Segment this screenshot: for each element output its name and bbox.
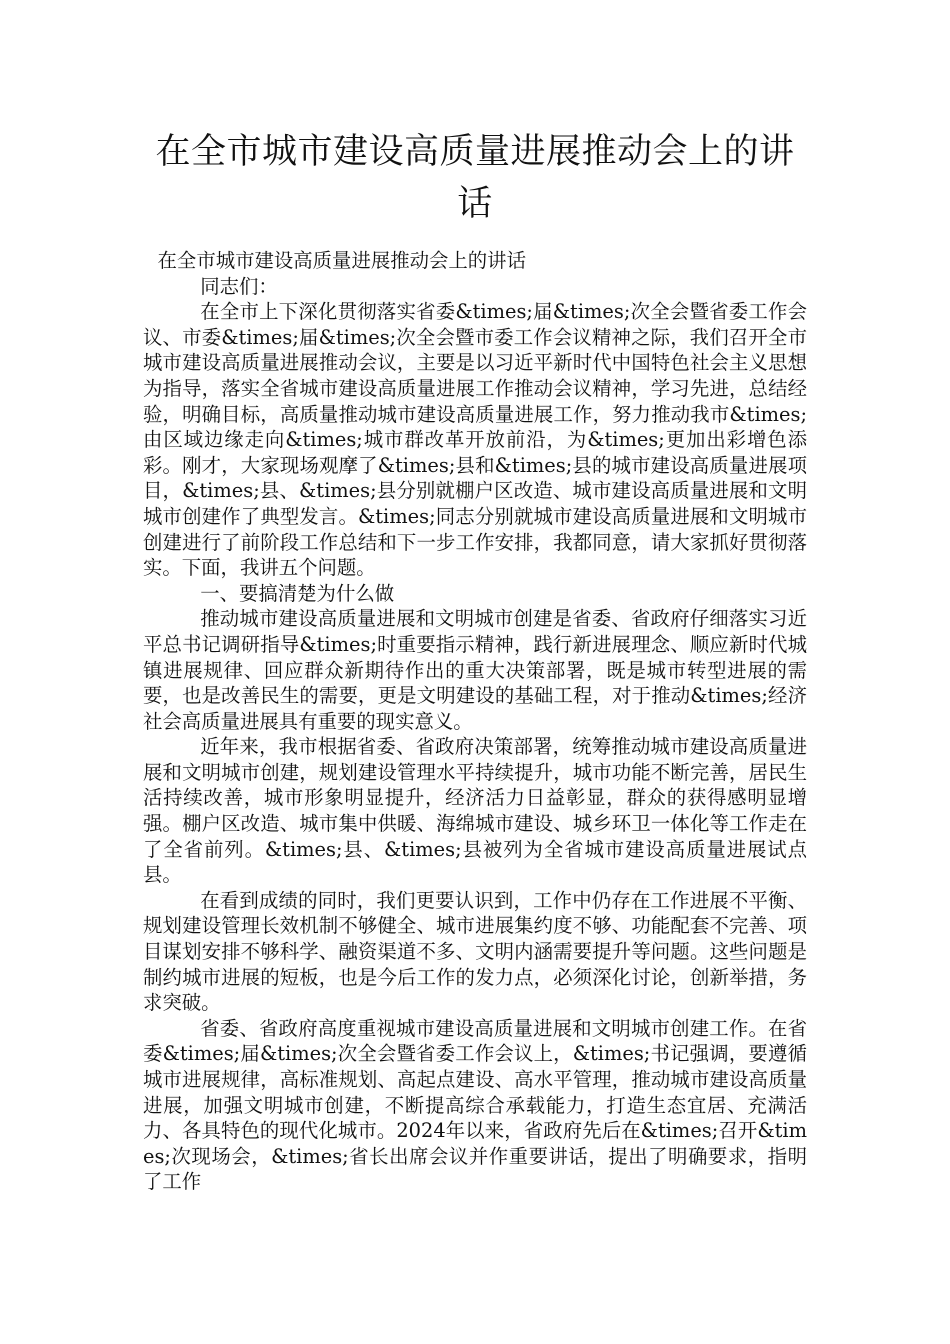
section-heading-1: 一、要搞清楚为什么做 bbox=[200, 581, 395, 605]
document-title bbox=[140, 126, 810, 230]
document-subtitle: 在全市城市建设高质量进展推动会上的讲话 bbox=[157, 249, 526, 272]
paragraph-intro: 在全市上下深化贯彻落实省委&times;届&times;次全会暨省委工作会议、市委&times;届&times;次全会暨市委工作会议精神之际，我们召开全市城市建设高质量进展推动会议，主要是以习近平新时代中国特色社会主义思想为指导，落实全省城市建设高质量进展工作推动会议精神，学习先进，总结经验，明确目标，高质量推动城市建设高质量进展工作，努力推动我市&times;由区域边缘走向&times;城市群改革开放前沿，为&times;更加出彩增色添彩。刚才，大家现场观摩了&times;县和&times;县的城市建设高质量进展项目，&times;县、&times;县分别就棚户区改造、城市建设高质量进展和文明城市创建作了典型发言。&times;同志分别就城市建设高质量进展和文明城市创建进行了前阶段工作总结和下一步工作安排，我都同意，请大家抓好贯彻落实。下面，我讲五个问题。 bbox=[143, 300, 807, 580]
paragraph: 省委、省政府高度重视城市建设高质量进展和文明城市创建工作。在省委&times;届&times;次全会暨省委工作会议上，&times;书记强调，要遵循城市进展规律，高标准规划、高起点建设、高水平管理，推动城市建设高质量进展，加强文明城市创建，不断提高综合承载能力，打造生态宜居、充满活力、各具特色的现代化城市。2024年以来，省政府先后在&times;召开&times;次现场会，&times;省长出席会议并作重要讲话，提出了明确要求，指明了工作 bbox=[143, 1016, 807, 1194]
title-line-2: 话 bbox=[457, 184, 493, 224]
paragraph: 在看到成绩的同时，我们更要认识到，工作中仍存在工作进展不平衡、规划建设管理长效机制不够健全、城市进展集约度不够、功能配套不完善、项目谋划安排不够科学、融资渠道不多、文明内涵需要提升等问题。这些问题是制约城市进展的短板，也是今后工作的发力点，必须深化讨论，创新举措，务求突破。 bbox=[143, 888, 807, 1015]
salutation: 同志们： bbox=[200, 274, 278, 298]
paragraph: 近年来，我市根据省委、省政府决策部署，统筹推动城市建设高质量进展和文明城市创建，规划建设管理水平持续提升，城市功能不断完善，居民生活持续改善，城市形象明显提升，经济活力日益彰显，群众的获得感明显增强。棚户区改造、城市集中供暖、海绵城市建设、城乡环卫一体化等工作走在了全省前列。&times;县、&times;县被列为全省城市建设高质量进展试点县。 bbox=[143, 735, 807, 887]
paragraph: 推动城市建设高质量进展和文明城市创建是省委、省政府仔细落实习近平总书记调研指导&times;时重要指示精神，践行新进展理念、顺应新时代城镇进展规律、回应群众新期待作出的重大决策部署，既是城市转型进展的需要，也是改善民生的需要，更是文明建设的基础工程，对于推动&times;经济社会高质量进展具有重要的现实意义。 bbox=[143, 607, 807, 733]
title-line-1: 在全市城市建设高质量进展推动会上的讲 bbox=[155, 132, 795, 172]
document-body bbox=[143, 248, 807, 1195]
